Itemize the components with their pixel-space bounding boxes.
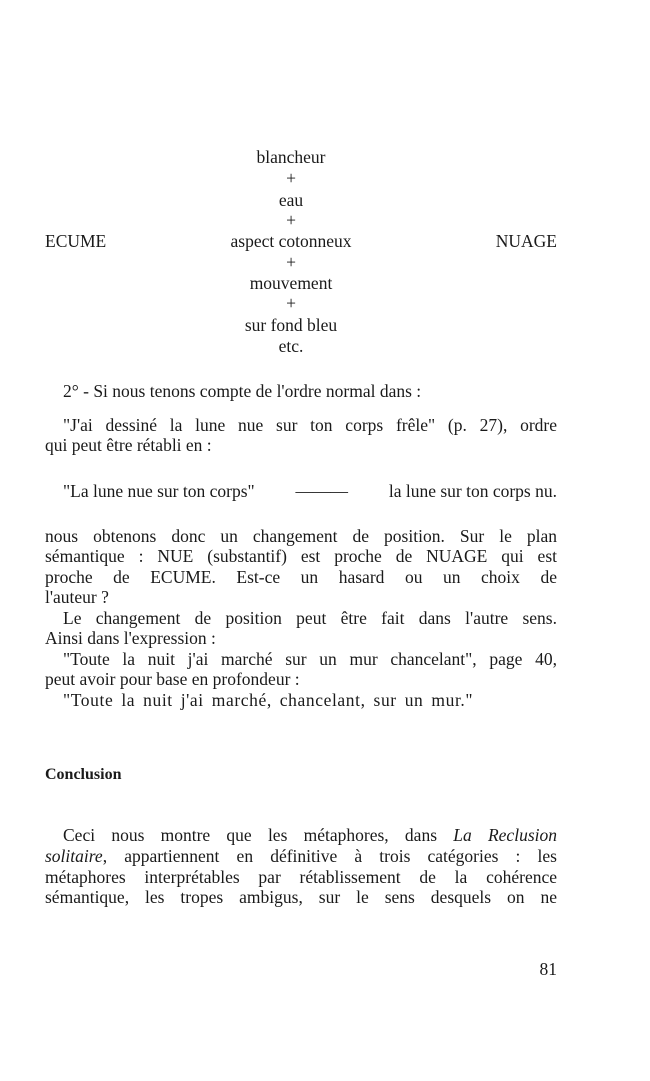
diagram-item: eau <box>278 190 304 210</box>
paragraph-line: "J'ai dessiné la lune nue sur ton corps frêle" (p. 27), ordre <box>63 415 557 435</box>
arrow: ——— <box>295 481 348 501</box>
paragraph-line: proche de ECUME. Est-ce un hasard ou un choix de <box>45 567 557 587</box>
diagram-plus: + <box>286 293 296 313</box>
text: Ceci nous montre que les métaphores, dans <box>63 825 437 845</box>
paragraph-line: 2° - Si nous tenons compte de l'ordre normal dans : <box>63 381 422 401</box>
paragraph-line: l'auteur ? <box>45 587 109 607</box>
book-title: solitaire <box>45 846 103 866</box>
paragraph-line <box>45 825 557 845</box>
example-source: "La lune nue sur ton corps" <box>63 481 255 501</box>
paragraph-line: Le changement de position peut être fait dans l'autre sens. <box>63 608 557 628</box>
paragraph-line: "Toute la nuit j'ai marché, chancelant, sur un mur." <box>63 690 474 710</box>
text: , appartiennent en définitive à trois catégories : les <box>102 846 557 866</box>
example-line <box>45 481 557 501</box>
paragraph-line: métaphores interprétables par rétablissement de la cohérence <box>45 867 557 887</box>
diagram-left-label: ECUME <box>45 231 107 251</box>
paragraph-line: qui peut être rétabli en : <box>45 435 212 455</box>
diagram-item: etc. <box>278 336 304 356</box>
diagram-plus: + <box>286 252 296 272</box>
paragraph-line: "Toute la nuit j'ai marché sur un mur chancelant", page 40, <box>63 649 557 669</box>
diagram-item: blancheur <box>256 147 326 167</box>
section-heading: Conclusion <box>45 766 122 783</box>
diagram-right-label: NUAGE <box>495 231 557 251</box>
diagram-item: mouvement <box>249 273 333 293</box>
diagram-item: sur fond bleu <box>244 315 338 335</box>
paragraph-line <box>45 846 557 866</box>
diagram-plus: + <box>286 168 296 188</box>
book-title: La Reclusion <box>453 825 557 845</box>
paragraph-line: sémantique, les tropes ambigus, sur le sens desquels on ne <box>45 887 557 907</box>
diagram-plus: + <box>286 210 296 230</box>
page-number: 81 <box>539 959 557 979</box>
paragraph-line: Ainsi dans l'expression : <box>45 628 216 648</box>
paragraph-line: nous obtenons donc un changement de position. Sur le plan <box>45 526 557 546</box>
diagram-item: aspect cotonneux <box>230 231 352 251</box>
example-target: la lune sur ton corps nu. <box>388 481 557 501</box>
paragraph-line: sémantique : NUE (substantif) est proche de NUAGE qui est <box>45 546 557 566</box>
paragraph-line: peut avoir pour base en profondeur : <box>45 669 300 689</box>
